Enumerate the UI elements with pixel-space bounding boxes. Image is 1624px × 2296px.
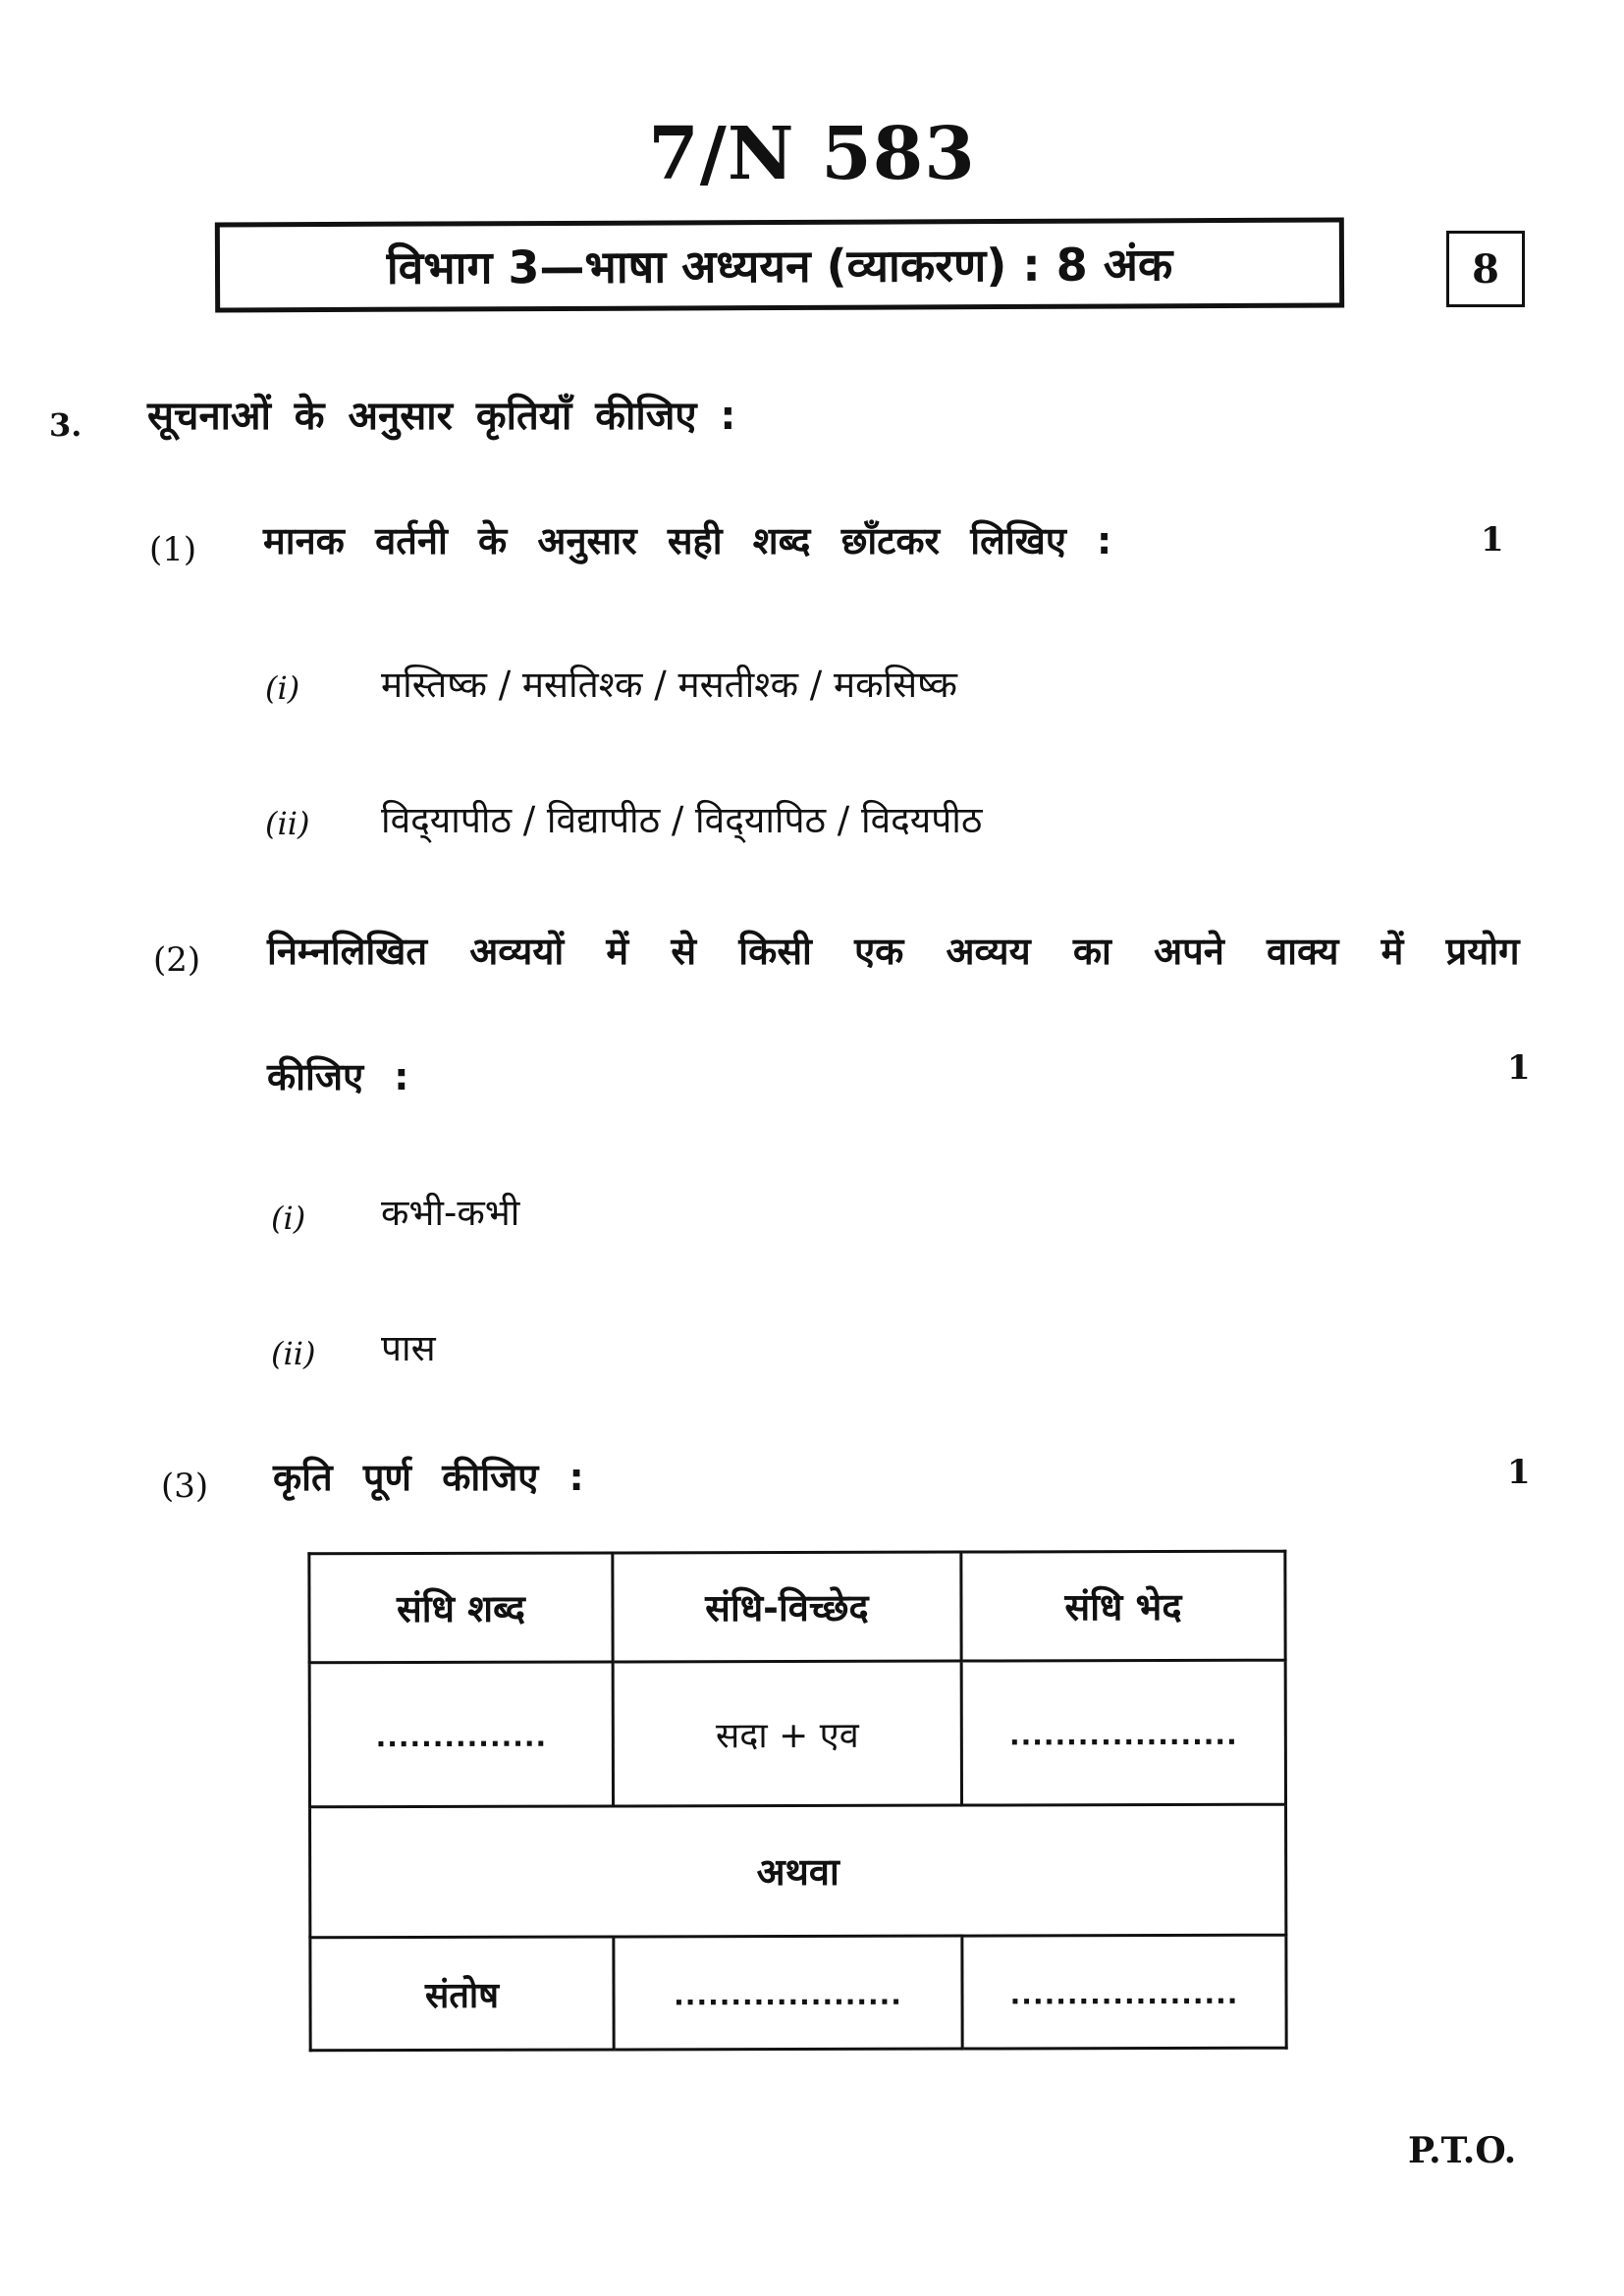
part-3-text: कृति पूर्ण कीजिए :: [273, 1456, 584, 1499]
table-cell: सदा + एव: [613, 1661, 961, 1806]
table-row: [309, 1660, 1285, 1807]
part-2-text-line-2: कीजिए :: [267, 1055, 409, 1098]
part-3-marks: 1: [1507, 1453, 1531, 1492]
blank-dots: ....................: [674, 1978, 902, 2011]
table-row: [310, 1935, 1286, 2051]
part-1-option-1-label: (i): [265, 669, 300, 707]
sandhi-table: [307, 1550, 1287, 2053]
part-1-text: मानक वर्तनी के अनुसार सही शब्द छाँटकर लिखिए :: [263, 519, 1112, 562]
part-2-option-2-text: पास: [381, 1327, 436, 1369]
part-1-option-2-label: (ii): [265, 805, 310, 842]
question-instruction: सूचनाओं के अनुसार कृतियाँ कीजिए :: [147, 394, 736, 439]
or-label: अथवा: [310, 1804, 1286, 1938]
table-header-row: [309, 1551, 1285, 1663]
table-header-cell: संधि शब्द: [309, 1553, 613, 1663]
section-marks: 8: [1472, 245, 1499, 293]
table-header-cell: संधि भेद: [961, 1551, 1285, 1661]
section-title-box: [215, 217, 1344, 312]
part-2-marks: 1: [1507, 1048, 1531, 1088]
table-cell: संतोष: [310, 1937, 614, 2051]
part-2-option-2-label: (ii): [271, 1335, 316, 1372]
blank-answer-cell: [309, 1662, 613, 1807]
blank-dots: ...............: [375, 1720, 548, 1753]
section-title: विभाग 3—भाषा अध्ययन (व्याकरण) : 8 अंक: [386, 238, 1173, 294]
blank-dots: ....................: [1008, 1718, 1238, 1751]
blank-answer-cell: [614, 1936, 962, 2050]
part-2-option-1-label: (i): [271, 1200, 306, 1237]
part-1-number: (1): [149, 530, 197, 569]
blank-dots: ....................: [1009, 1977, 1239, 2010]
table-or-row: [310, 1804, 1286, 1938]
part-2-number: (2): [153, 940, 201, 980]
part-1-marks: 1: [1481, 520, 1504, 560]
part-2-option-1-text: कभी-कभी: [381, 1192, 520, 1234]
blank-answer-cell: [962, 1935, 1286, 2049]
part-3-number: (3): [161, 1467, 209, 1506]
section-marks-box: [1446, 231, 1525, 307]
blank-answer-cell: [961, 1660, 1285, 1805]
question-number: 3.: [49, 406, 82, 444]
table-header-cell: संधि-विच्छेद: [613, 1552, 961, 1662]
part-1-option-1-text: मस्तिष्क / मसतिश्क / मसतीश्क / मकसिष्क: [381, 664, 957, 706]
part-2-text-line-1: निम्नलिखित अव्ययों में से किसी एक अव्यय का अपने वाक्य में प्रयोग: [267, 930, 1520, 973]
part-1-option-2-text: विद्‌यापीठ / विद्यापीठ / विद्‌यापिठ / विदयपीठ: [381, 799, 983, 841]
paper-code: 7/N 583: [648, 112, 976, 196]
please-turn-over: P.T.O.: [1408, 2130, 1517, 2171]
